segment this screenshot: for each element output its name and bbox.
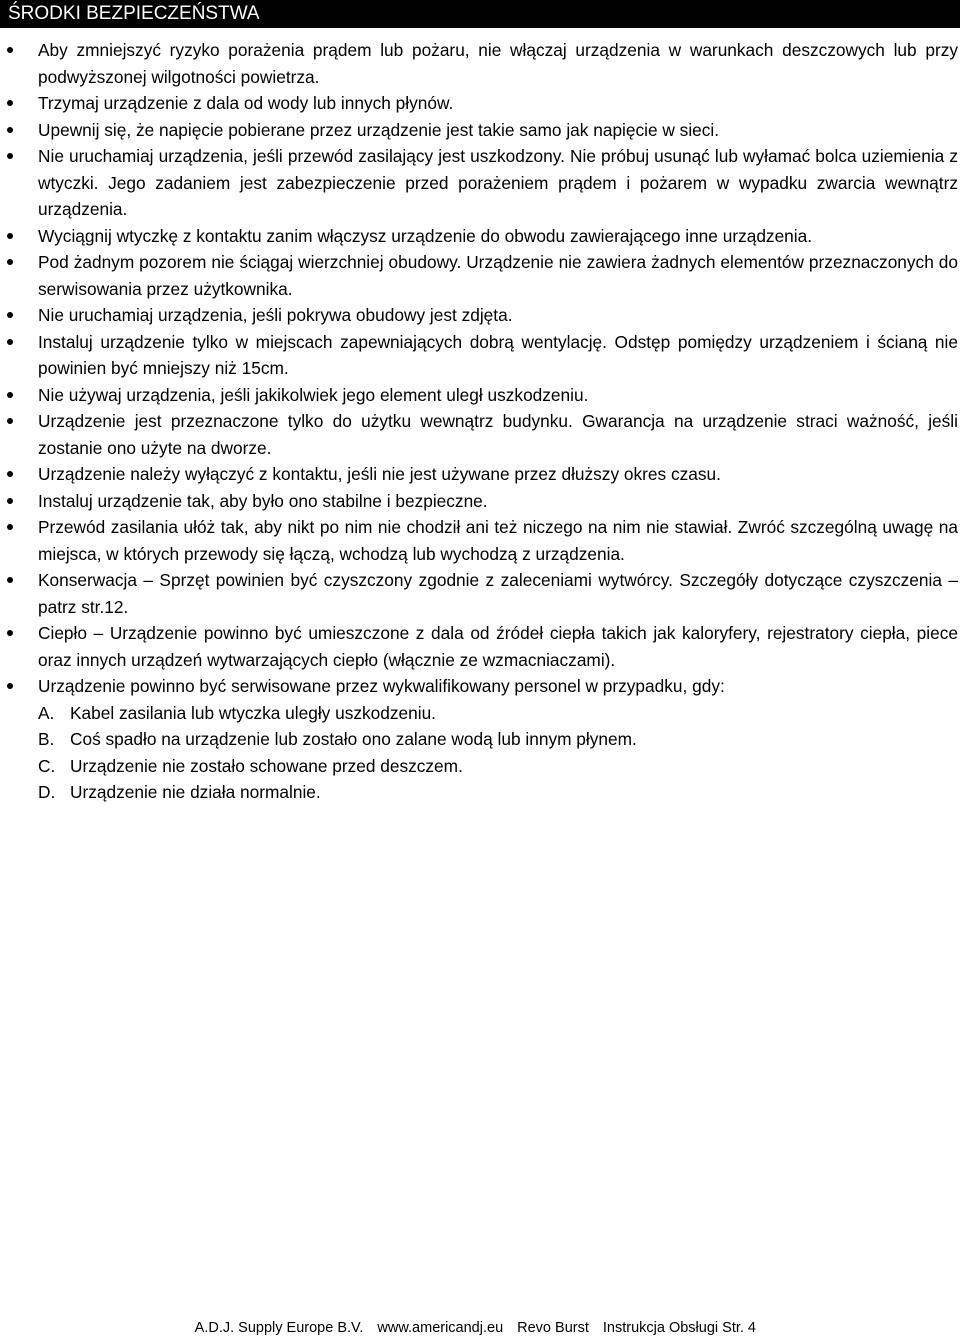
bullet-icon xyxy=(7,683,13,689)
bullet-icon xyxy=(7,577,13,583)
list-item-text: Pod żadnym pozorem nie ściągaj wierzchniej obudowy. Urządzenie nie zawiera żadnych elementów przeznaczonych do serwisowania przez użytkownika. xyxy=(38,252,958,299)
bullet-icon xyxy=(7,524,13,530)
section-title-bar xyxy=(0,0,960,28)
sub-item-text: Kabel zasilania lub wtyczka uległy uszkodzeniu. xyxy=(70,702,436,723)
list-item xyxy=(38,90,958,117)
list-item xyxy=(38,514,958,567)
list-item-text: Instaluj urządzenie tak, aby było ono stabilne i bezpieczne. xyxy=(38,490,488,511)
bullet-icon xyxy=(7,339,13,345)
list-item xyxy=(38,488,958,515)
sub-item-letter: A. xyxy=(38,702,55,723)
bullet-icon xyxy=(7,100,13,106)
list-item-text: Nie używaj urządzenia, jeśli jakikolwiek jego element uległ uszkodzeniu. xyxy=(38,384,589,405)
footer-product: Revo Burst xyxy=(517,1320,589,1336)
bullet-icon xyxy=(7,153,13,159)
sub-item-letter: D. xyxy=(38,782,56,802)
list-item xyxy=(38,620,958,673)
bullet-icon xyxy=(7,471,13,477)
sub-item-letter: C. xyxy=(38,755,56,776)
list-item-text: Ciepło – Urządzenie powinno być umieszczone z dala od źródeł ciepła takich jak kaloryfery, rejestratory ciepła, piece oraz innych urządzeń wytwarzających ciepło (włącznie ze wzmacniaczami). xyxy=(38,623,958,670)
sub-item-text: Urządzenie nie działa normalnie. xyxy=(70,782,321,802)
list-item-service xyxy=(38,673,958,806)
list-item-text: Aby zmniejszyć ryzyko porażenia prądem lub pożaru, nie włączaj urządzenia w warunkach deszczowych lub przy podwyższonej wilgotności powietrza. xyxy=(38,40,958,87)
footer-website: www.americandj.eu xyxy=(377,1320,504,1336)
list-item xyxy=(38,461,958,488)
page-footer xyxy=(195,1318,756,1338)
list-item-text: Wyciągnij wtyczkę z kontaktu zanim włączysz urządzenie do obwodu zawierającego inne urządzenia. xyxy=(38,225,813,246)
list-item-text: Instaluj urządzenie tylko w miejscach zapewniających dobrą wentylację. Odstęp pomiędzy urządzeniem i ścianą nie powinien być mniejszy niż 15cm. xyxy=(38,331,958,378)
bullet-icon xyxy=(7,630,13,636)
section-title: ŚRODKI BEZPIECZEŃSTWA xyxy=(8,3,260,24)
footer-company: A.D.J. Supply Europe B.V. xyxy=(194,1320,364,1336)
list-item xyxy=(38,408,958,461)
list-item xyxy=(38,302,958,329)
bullet-icon xyxy=(7,392,13,398)
list-item-text: Trzymaj urządzenie z dala od wody lub innych płynów. xyxy=(38,93,454,113)
list-item-text: Upewnij się, że napięcie pobierane przez urządzenie jest takie samo jak napięcie w sieci. xyxy=(38,119,720,140)
sub-item-text: Urządzenie nie zostało schowane przed deszczem. xyxy=(70,755,463,776)
list-item-text: Urządzenie jest przeznaczone tylko do użytku wewnątrz budynku. Gwarancja na urządzenie straci ważność, jeśli zostanie ono użyte na dworze. xyxy=(38,411,958,458)
bullet-icon xyxy=(7,418,13,424)
list-item xyxy=(38,567,958,620)
bullet-icon xyxy=(7,259,13,265)
list-item xyxy=(38,223,958,250)
list-item xyxy=(38,382,958,409)
list-item-text: Urządzenie powinno być serwisowane przez wykwalifikowany personel w przypadku, gdy: xyxy=(38,676,725,696)
list-item xyxy=(38,117,958,144)
service-conditions-list xyxy=(38,700,958,806)
bullet-icon xyxy=(7,498,13,504)
list-item xyxy=(38,249,958,302)
list-item xyxy=(38,329,958,382)
bullet-icon xyxy=(7,312,13,318)
list-item xyxy=(38,37,958,90)
bullet-icon xyxy=(7,127,13,133)
sub-item-letter: B. xyxy=(38,729,55,749)
sub-list-item xyxy=(38,753,958,780)
list-item-text: Nie uruchamiaj urządzenia, jeśli pokrywa obudowy jest zdjęta. xyxy=(38,305,513,325)
bullet-icon xyxy=(7,233,13,239)
list-item-text: Przewód zasilania ułóż tak, aby nikt po nim nie chodził ani też niczego na nim nie stawiał. Zwróć szczególną uwagę na miejsca, w których przewody się łączą, wchodzą lub wychodzą z urządzenia. xyxy=(38,517,958,564)
safety-list xyxy=(38,37,958,806)
list-item-text: Nie uruchamiaj urządzenia, jeśli przewód zasilający jest uszkodzony. Nie próbuj usunąć lub wyłamać bolca uziemienia z wtyczki. Jego zadaniem jest zabezpieczenie przed porażeniem prądem i pożarem w wypadku zwarcia wewnątrz urządzenia. xyxy=(38,146,958,219)
footer-page-label: Instrukcja Obsługi Str. 4 xyxy=(602,1320,756,1336)
list-item-text: Konserwacja – Sprzęt powinien być czyszczony zgodnie z zaleceniami wytwórcy. Szczegóły dotyczące czyszczenia – patrz str.12. xyxy=(38,570,958,617)
bullet-icon xyxy=(7,47,13,53)
list-item xyxy=(38,143,958,223)
sub-item-text: Coś spadło na urządzenie lub zostało ono zalane wodą lub innym płynem. xyxy=(70,729,637,749)
list-item-text: Urządzenie należy wyłączyć z kontaktu, jeśli nie jest używane przez dłuższy okres czasu. xyxy=(38,464,721,484)
sub-list-item xyxy=(38,726,958,753)
sub-list-item xyxy=(38,779,958,806)
sub-list-item xyxy=(38,700,958,727)
